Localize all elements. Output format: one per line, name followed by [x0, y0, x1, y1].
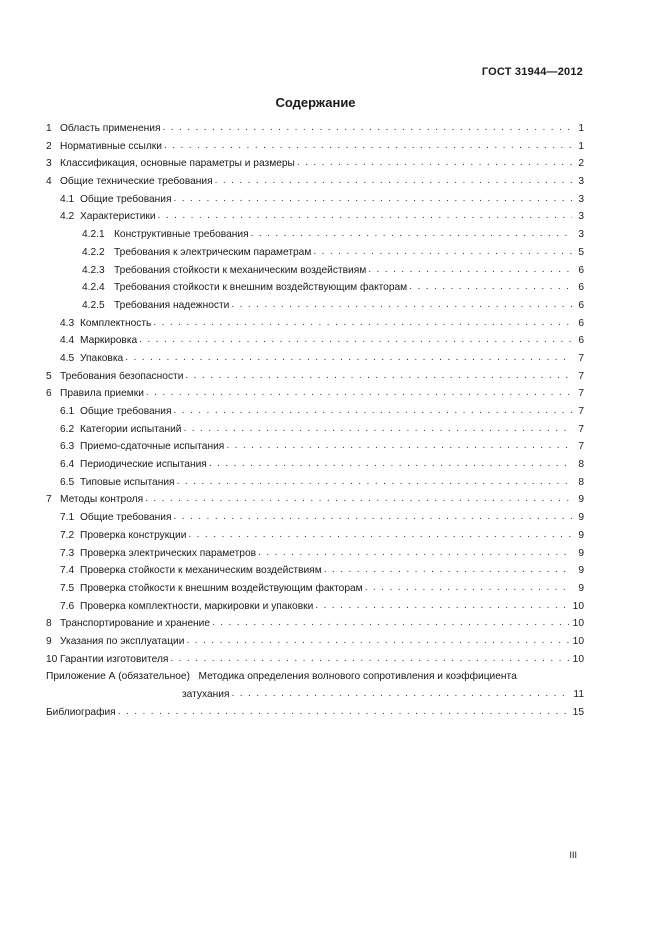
- toc-entry[interactable]: [46, 615, 584, 633]
- toc-entry-title: Требования к электрическим параметрам: [114, 246, 312, 258]
- toc-entry-page: 7: [578, 423, 584, 435]
- leader-dots: [186, 632, 568, 650]
- toc-entry[interactable]: [46, 297, 584, 315]
- toc-entry-title: Общие требования: [80, 193, 172, 205]
- toc-entry[interactable]: [46, 155, 584, 173]
- toc-entry-page: 6: [578, 335, 584, 347]
- toc-entry[interactable]: [46, 368, 584, 386]
- leader-dots: [368, 261, 572, 279]
- table-of-contents: [46, 120, 584, 721]
- leader-dots: [251, 225, 572, 243]
- leader-dots: [125, 349, 572, 367]
- leader-dots: [231, 685, 569, 703]
- toc-entry-title: Требования стойкости к внешним воздействующим факторам: [114, 282, 408, 294]
- bibliography-page: 15: [572, 706, 584, 718]
- toc-entry-number: 3: [46, 158, 52, 170]
- toc-entry-title: Конструктивные требования: [114, 229, 249, 241]
- toc-entry-page: 1: [578, 140, 584, 152]
- toc-entry[interactable]: [46, 421, 584, 439]
- toc-entry-number: 6: [46, 388, 52, 400]
- toc-entry-title: Периодические испытания: [80, 459, 207, 471]
- toc-entry[interactable]: [46, 350, 584, 368]
- leader-dots: [146, 384, 572, 402]
- leader-dots: [139, 331, 572, 349]
- toc-entry-number: 7.2: [60, 529, 75, 541]
- leader-dots: [174, 508, 572, 526]
- toc-entry-page: 7: [578, 370, 584, 382]
- toc-entry[interactable]: [46, 138, 584, 156]
- leader-dots: [231, 296, 572, 314]
- toc-entry-page: 8: [578, 476, 584, 488]
- toc-entry[interactable]: [46, 474, 584, 492]
- toc-appendix[interactable]: [46, 668, 584, 686]
- toc-entry[interactable]: [46, 315, 584, 333]
- toc-entry-number: 6.2: [60, 423, 75, 435]
- toc-entry-page: 9: [578, 529, 584, 541]
- toc-entry-number: 7: [46, 494, 52, 506]
- toc-entry-title: Проверка стойкости к механическим воздействиям: [80, 565, 322, 577]
- toc-entry-number: 7.1: [60, 512, 75, 524]
- toc-entry[interactable]: [46, 562, 584, 580]
- bibliography-label: Библиография: [46, 706, 116, 718]
- toc-entry-page: 9: [578, 547, 584, 559]
- toc-entry[interactable]: [46, 226, 584, 244]
- toc-entry-number: 4.2.4: [82, 282, 105, 294]
- leader-dots: [209, 455, 572, 473]
- toc-entry-page: 7: [578, 406, 584, 417]
- toc-entry-number: 8: [46, 618, 52, 630]
- toc-entry-title: Общие требования: [80, 406, 172, 417]
- toc-entry-number: 7.5: [60, 582, 75, 594]
- toc-entry-title: Проверка конструкции: [80, 529, 187, 541]
- toc-entry-page: 10: [572, 635, 584, 647]
- toc-entry-title: Правила приемки: [60, 388, 144, 400]
- toc-entry[interactable]: [46, 262, 584, 280]
- toc-entry-page: 6: [578, 317, 584, 329]
- toc-entry-number: 6.1: [60, 406, 75, 417]
- leader-dots: [177, 473, 572, 491]
- appendix-label: Приложение А (обязательное): [46, 671, 190, 683]
- leader-dots: [185, 367, 572, 385]
- toc-entry-title: Указания по эксплуатации: [60, 635, 185, 647]
- toc-entry-title: Маркировка: [80, 335, 138, 347]
- leader-dots: [324, 561, 572, 579]
- toc-entry-number: 1: [46, 123, 52, 134]
- toc-entry[interactable]: [46, 633, 584, 651]
- toc-entry-title: Область применения: [60, 123, 161, 134]
- toc-entry-number: 7.3: [60, 547, 75, 559]
- toc-entry-page: 6: [578, 264, 584, 276]
- toc-entry[interactable]: [46, 598, 584, 616]
- leader-dots: [164, 137, 572, 155]
- leader-dots: [118, 703, 569, 721]
- toc-entry-title: Упаковка: [80, 352, 124, 364]
- toc-entry-page: 5: [578, 246, 584, 258]
- toc-entry-title: Транспортирование и хранение: [60, 618, 211, 630]
- leader-dots: [170, 650, 568, 668]
- leader-dots: [174, 190, 572, 208]
- toc-entry[interactable]: [46, 120, 584, 138]
- toc-entry[interactable]: [46, 438, 584, 456]
- toc-entry[interactable]: [46, 651, 584, 669]
- leader-dots: [297, 154, 572, 172]
- toc-entry[interactable]: [46, 456, 584, 474]
- toc-entry-title: Проверка комплектности, маркировки и упаковки: [80, 600, 314, 612]
- toc-entry-title: Комплектность: [80, 317, 152, 329]
- toc-entry-number: 7.6: [60, 600, 75, 612]
- toc-entry-page: 7: [578, 441, 584, 453]
- toc-entry[interactable]: [46, 491, 584, 509]
- toc-entry[interactable]: [46, 244, 584, 262]
- toc-entry-number: 6.3: [60, 441, 75, 453]
- toc-entry-title: Требования безопасности: [60, 370, 184, 382]
- toc-entry-number: 6.4: [60, 459, 75, 471]
- toc-entry-number: 4: [46, 176, 52, 188]
- toc-entry-number: 4.2: [60, 211, 75, 223]
- toc-entry-page: 6: [578, 299, 584, 311]
- toc-entry-title: Требования стойкости к механическим воздействиям: [114, 264, 367, 276]
- page-number: III: [569, 850, 577, 860]
- toc-entry-number: 9: [46, 635, 52, 647]
- toc-entry-number: 4.2.1: [82, 229, 105, 241]
- toc-entry-title: Проверка электрических параметров: [80, 547, 257, 559]
- leader-dots: [226, 437, 572, 455]
- toc-entry-page: 9: [578, 494, 584, 506]
- toc-entries: [46, 120, 584, 668]
- leader-dots: [162, 119, 572, 137]
- toc-entry[interactable]: [46, 208, 584, 226]
- toc-entry[interactable]: [46, 279, 584, 297]
- toc-entry-title: Нормативные ссылки: [60, 140, 162, 152]
- toc-entry-number: 5: [46, 370, 52, 382]
- toc-appendix-continued[interactable]: [46, 686, 584, 704]
- toc-entry-number: 4.2.5: [82, 299, 105, 311]
- toc-entry[interactable]: [46, 191, 584, 209]
- toc-entry-page: 3: [578, 211, 584, 223]
- leader-dots: [215, 172, 572, 190]
- toc-entry-title: Гарантии изготовителя: [60, 653, 169, 665]
- leader-dots: [313, 243, 572, 261]
- leader-dots: [174, 402, 572, 420]
- toc-entry-title: Типовые испытания: [80, 476, 175, 488]
- toc-entry-number: 6.5: [60, 476, 75, 488]
- toc-entry-number: 2: [46, 140, 52, 152]
- toc-entry-page: 1: [578, 123, 584, 134]
- toc-entry-title: Общие технические требования: [60, 176, 213, 188]
- toc-entry-page: 7: [578, 388, 584, 400]
- toc-bibliography[interactable]: [46, 704, 584, 722]
- toc-entry-number: 4.1: [60, 193, 75, 205]
- toc-entry-number: 10: [46, 653, 58, 665]
- toc-entry[interactable]: [46, 527, 584, 545]
- toc-entry-title: Общие требования: [80, 512, 172, 524]
- toc-entry-page: 3: [578, 176, 584, 188]
- toc-entry-page: 3: [578, 229, 584, 241]
- toc-entry[interactable]: [46, 173, 584, 191]
- toc-entry-page: 6: [578, 282, 584, 294]
- toc-entry[interactable]: [46, 385, 584, 403]
- toc-title: Содержание: [275, 95, 356, 110]
- toc-entry-title: Характеристики: [80, 211, 156, 223]
- toc-entry-number: 4.2.3: [82, 264, 105, 276]
- toc-entry-page: 10: [572, 600, 584, 612]
- appendix-page: 11: [573, 689, 584, 700]
- leader-dots: [183, 420, 572, 438]
- toc-entry-page: 10: [572, 618, 584, 630]
- leader-dots: [258, 544, 572, 562]
- toc-entry-page: 9: [578, 565, 584, 577]
- toc-entry-page: 9: [578, 512, 584, 524]
- toc-entry[interactable]: [46, 580, 584, 598]
- appendix-title-line1: Методика определения волнового сопротивления и коэффициента: [198, 671, 517, 683]
- toc-entry-number: 4.4: [60, 335, 75, 347]
- toc-entry-title: Категории испытаний: [80, 423, 182, 435]
- document-code: ГОСТ 31944—2012: [481, 66, 583, 78]
- toc-entry-page: 8: [578, 459, 584, 471]
- toc-entry[interactable]: [46, 509, 584, 527]
- toc-entry[interactable]: [46, 545, 584, 563]
- toc-entry-page: 9: [578, 582, 584, 594]
- toc-entry-number: 4.2.2: [82, 246, 105, 258]
- toc-entry-title: Методы контроля: [60, 494, 144, 506]
- toc-entry-number: 4.3: [60, 317, 75, 329]
- leader-dots: [158, 207, 572, 225]
- toc-entry-number: 7.4: [60, 565, 75, 577]
- toc-entry-title: Требования надежности: [114, 299, 230, 311]
- toc-entry-page: 10: [572, 653, 584, 665]
- toc-entry-page: 7: [578, 352, 584, 364]
- leader-dots: [212, 614, 569, 632]
- leader-dots: [145, 490, 572, 508]
- toc-entry-title: Проверка стойкости к внешним воздействующим факторам: [80, 582, 363, 594]
- toc-entry[interactable]: [46, 403, 584, 421]
- leader-dots: [365, 579, 572, 597]
- toc-entry-page: 2: [578, 158, 584, 170]
- toc-entry-title: Приемо-сдаточные испытания: [80, 441, 225, 453]
- toc-entry-page: 3: [578, 193, 584, 205]
- leader-dots: [315, 597, 568, 615]
- toc-entry-number: 4.5: [60, 352, 75, 364]
- leader-dots: [409, 278, 572, 296]
- toc-entry[interactable]: [46, 332, 584, 350]
- leader-dots: [153, 314, 572, 332]
- appendix-title-line2: затухания: [182, 689, 230, 700]
- toc-entry-title: Классификация, основные параметры и размеры: [60, 158, 295, 170]
- leader-dots: [188, 526, 572, 544]
